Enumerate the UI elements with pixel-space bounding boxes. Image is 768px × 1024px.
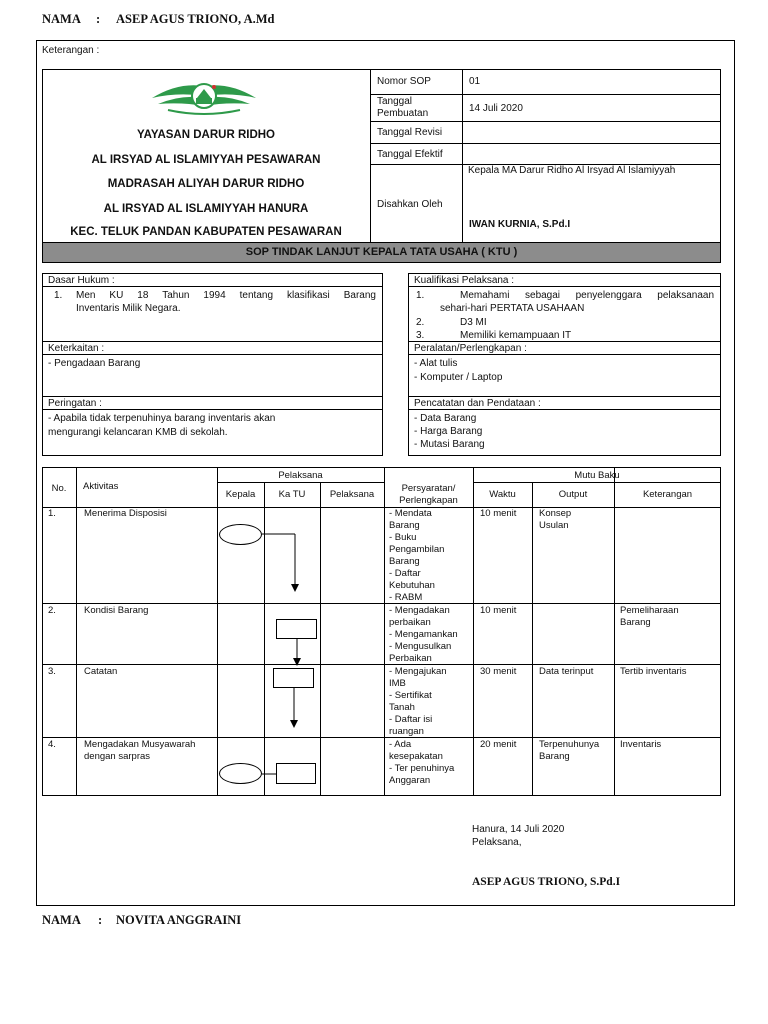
row-1-output-2: Usulan — [539, 520, 569, 531]
row-2-syarat-5: Perbaikan — [389, 653, 432, 664]
row-3-syarat-1: - Mengajukan — [389, 666, 447, 677]
peringatan-label: Peringatan : — [48, 398, 102, 409]
row-1-syarat-1: - Mendata — [389, 508, 432, 519]
row-1-waktu: 10 menit — [480, 508, 517, 519]
tgl-pembuatan-label-2: Pembuatan — [377, 108, 429, 119]
keterkaitan-item: - Pengadaan Barang — [48, 358, 141, 369]
row-1-aktivitas: Menerima Disposisi — [84, 508, 167, 519]
top-name-label: NAMA — [42, 12, 81, 26]
row-1-output-1: Konsep — [539, 508, 572, 519]
disahkan-jabatan: Kepala MA Darur Ridho Al Irsyad Al Islamiyyah — [468, 165, 676, 176]
col-waktu: Waktu — [489, 489, 516, 500]
peralatan-item-1: - Alat tulis — [414, 358, 458, 369]
kualifikasi-1-line-1: Memahami sebagai penyelenggara pelaksanaan — [460, 290, 714, 301]
disahkan-nama: IWAN KURNIA, S.Pd.I — [469, 219, 571, 230]
col-katu: Ka TU — [278, 489, 306, 500]
row-1-syarat-7: Kebutuhan — [389, 580, 435, 591]
row-1-syarat-6: - Daftar — [389, 568, 421, 579]
pencatatan-item-2: - Harga Barang — [414, 426, 483, 437]
row-2-syarat-2: perbaikan — [389, 617, 431, 628]
row-2-keterangan-2: Barang — [620, 617, 651, 628]
pencatatan-label: Pencatatan dan Pendataan : — [414, 398, 541, 409]
org-line-2: AL IRSYAD AL ISLAMIYYAH PESAWARAN — [91, 154, 321, 166]
kualifikasi-2: D3 MI — [460, 317, 487, 328]
col-persyaratan-1: Persyaratan/ — [401, 483, 456, 494]
row-3-keterangan: Tertib inventaris — [620, 666, 687, 677]
row-4-output-2: Barang — [539, 751, 570, 762]
pencatatan-item-1: - Data Barang — [414, 413, 477, 424]
org-line-3: MADRASAH ALIYAH DARUR RIDHO — [107, 178, 305, 190]
disahkan-label: Disahkan Oleh — [377, 199, 443, 210]
flow-process-4 — [276, 763, 316, 784]
bottom-name-value: NOVITA ANGGRAINI — [116, 913, 242, 927]
row-4-syarat-4: Anggaran — [389, 775, 431, 786]
row-2-keterangan-1: Pemeliharaan — [620, 605, 679, 616]
signature-place-date: Hanura, 14 Juli 2020 — [472, 824, 565, 835]
row-4-aktivitas-1: Mengadakan Musyawarah — [84, 739, 196, 750]
row-4-syarat-1: - Ada — [389, 739, 412, 750]
dasar-hukum-label: Dasar Hukum : — [48, 275, 115, 286]
top-name-value: ASEP AGUS TRIONO, A.Md — [116, 12, 275, 26]
row-3-output: Data terinput — [539, 666, 594, 677]
tgl-efektif-label: Tanggal Efektif — [377, 149, 443, 160]
row-1-syarat-8: - RABM — [389, 592, 423, 603]
row-1-no: 1. — [48, 508, 56, 519]
nomor-sop-label: Nomor SOP — [377, 76, 431, 87]
tgl-revisi-label: Tanggal Revisi — [377, 127, 443, 138]
col-aktivitas: Aktivitas — [83, 481, 119, 492]
bottom-name-sep: : — [98, 913, 103, 927]
org-line-5: KEC. TELUK PANDAN KABUPATEN PESAWARAN — [70, 226, 342, 238]
peringatan-line-1: - Apabila tidak terpenuhinya barang inventaris akan — [48, 413, 276, 424]
peringatan-line-2: mengurangi kelancaran KMB di sekolah. — [48, 427, 228, 438]
kualifikasi-label: Kualifikasi Pelaksana : — [414, 275, 515, 286]
tgl-pembuatan-label-1: Tanggal — [377, 96, 413, 107]
keterangan-label: Keterangan : — [42, 45, 100, 56]
kualifikasi-1-num: 1. — [416, 290, 425, 301]
row-3-syarat-5: - Daftar isi — [389, 714, 433, 725]
dasar-hukum-num: 1. — [54, 290, 63, 301]
row-4-aktivitas-2: dengan sarpras — [84, 751, 151, 762]
row-2-syarat-3: - Mengamankan — [389, 629, 458, 640]
row-2-syarat-1: - Mengadakan — [389, 605, 450, 616]
peralatan-item-2: - Komputer / Laptop — [414, 372, 503, 383]
row-3-no: 3. — [48, 666, 56, 677]
tgl-pembuatan-value: 14 Juli 2020 — [469, 103, 523, 114]
pencatatan-item-3: - Mutasi Barang — [414, 439, 485, 450]
col-output: Output — [558, 489, 588, 500]
keterkaitan-label: Keterkaitan : — [48, 343, 105, 354]
org-line-4: AL IRSYAD AL ISLAMIYYAH HANURA — [103, 203, 309, 215]
peralatan-label: Peralatan/Perlengkapan : — [414, 343, 527, 354]
col-no: No. — [51, 483, 67, 494]
row-3-syarat-2: IMB — [389, 678, 406, 689]
row-4-keterangan: Inventaris — [620, 739, 662, 750]
row-2-syarat-4: - Mengusulkan — [389, 641, 452, 652]
signature-name: ASEP AGUS TRIONO, S.Pd.I — [472, 876, 621, 888]
org-line-1: YAYASAN DARUR RIDHO — [136, 129, 276, 141]
col-keterangan: Keterangan — [642, 489, 693, 500]
row-4-no: 4. — [48, 739, 56, 750]
row-3-syarat-3: - Sertifikat — [389, 690, 432, 701]
kualifikasi-3: Memiliki kemampuaan IT — [460, 330, 572, 341]
dasar-hukum-line-2: Inventaris Milik Negara. — [76, 303, 181, 314]
col-kepala: Kepala — [225, 489, 256, 500]
row-4-syarat-2: kesepakatan — [389, 751, 443, 762]
row-3-syarat-6: ruangan — [389, 726, 424, 737]
bottom-name-label: NAMA — [42, 913, 81, 927]
row-4-syarat-3: - Ter penuhinya — [389, 763, 455, 774]
top-name-sep: : — [96, 12, 101, 26]
col-persyaratan-2: Perlengkapan — [399, 495, 458, 506]
row-1-syarat-5: Barang — [389, 556, 420, 567]
group-mutu-baku: Mutu Baku — [574, 470, 620, 481]
row-4-waktu: 20 menit — [480, 739, 517, 750]
row-3-aktivitas: Catatan — [84, 666, 118, 677]
sop-title-bar: SOP TINDAK LANJUT KEPALA TATA USAHA ( KTU ) — [43, 243, 720, 262]
row-3-waktu: 30 menit — [480, 666, 517, 677]
row-2-no: 2. — [48, 605, 56, 616]
kualifikasi-2-num: 2. — [416, 317, 425, 328]
row-1-syarat-4: Pengambilan — [389, 544, 445, 555]
signature-role: Pelaksana, — [472, 837, 522, 848]
row-1-syarat-3: - Buku — [389, 532, 417, 543]
row-4-output-1: Terpenuhunya — [539, 739, 600, 750]
kualifikasi-1-line-2: sehari-hari PERTATA USAHAAN — [440, 303, 585, 314]
group-pelaksana: Pelaksana — [278, 470, 323, 481]
dasar-hukum-line-1: Men KU 18 Tahun 1994 tentang klasifikasi Barang — [76, 290, 376, 301]
row-3-syarat-4: Tanah — [389, 702, 415, 713]
row-1-syarat-2: Barang — [389, 520, 420, 531]
row-2-aktivitas: Kondisi Barang — [84, 605, 149, 616]
kualifikasi-3-num: 3. — [416, 330, 425, 341]
col-pelaksana: Pelaksana — [329, 489, 375, 500]
row-2-waktu: 10 menit — [480, 605, 517, 616]
nomor-sop-value: 01 — [469, 76, 481, 87]
